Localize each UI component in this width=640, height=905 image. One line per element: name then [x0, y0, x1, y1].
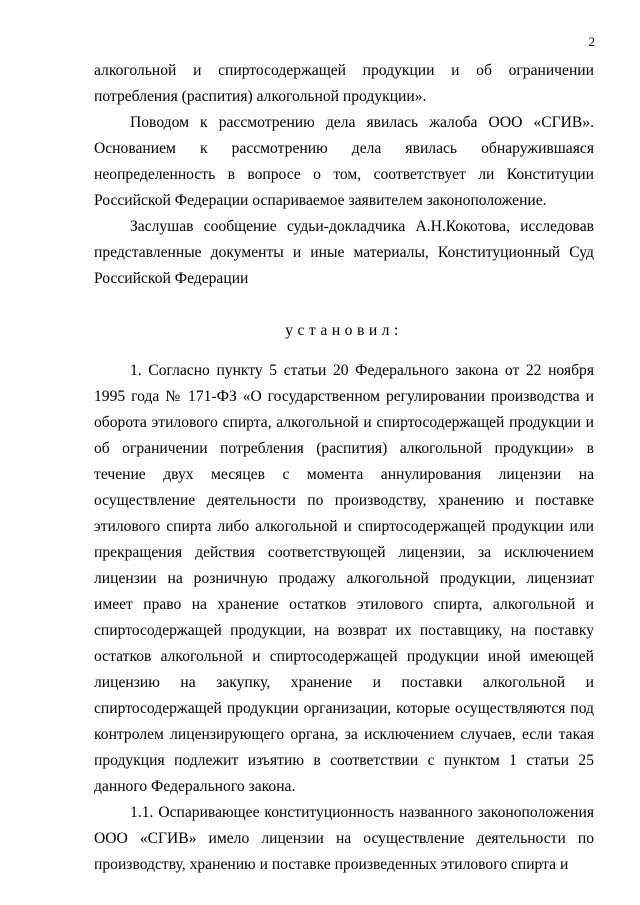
page-number: 2 [588, 34, 595, 49]
paragraph-reason: Поводом к рассмотрению дела явилась жалоба ООО «СГИВ». Основанием к рассмотрению дела явилась обнаружившаяся неопределенность в вопросе о том, соответствует ли Конституции Российской Федерации оспариваемое заявителем законоположение. [94, 114, 594, 209]
document-body [94, 58, 594, 878]
paragraph-applicant: 1.1. Оспаривающее конституционность названного законоположения ООО «СГИВ» имело лицензии на осуществление деятельности по производству, хранению и поставке произведенных этилового спирта и [94, 804, 594, 873]
paragraph-law-provision: 1. Согласно пункту 5 статьи 20 Федерального закона от 22 ноября 1995 года № 171-ФЗ «О государственном регулировании производства и оборота этилового спирта, алкогольной и спиртосодержащей продукции и об ограничении потребления (распития) алкогольной продукции» в течение двух месяцев с момента аннулирования лицензии на осуществление деятельности по производству, хранению и поставке этилового спирта либо алкогольной и спиртосодержащей продукции или прекращения действия соответствующей лицензии, за исключением лицензии на розничную продажу алкогольной продукции, лицензиат имеет право на хранение остатков этилового спирта, алкогольной и спиртосодержащей продукции, на возврат их поставщику, на поставку остатков алкогольной и спиртосодержащей продукции иной имеющей лицензию на закупку, хранение и поставки алкогольной и спиртосодержащей продукции организации, которые осуществляются под контролем лицензирующего органа, за исключением случаев, если такая продукция подлежит изъятию в соответствии с пунктом 1 статьи 25 данного Федерального закона. [94, 362, 594, 795]
continuation-paragraph: алкогольной и спиртосодержащей продукции и об ограничении потребления (распития) алкогольной продукции». [94, 62, 594, 105]
paragraph-hearing: Заслушав сообщение судьи-докладчика А.Н.Кокотова, исследовав представленные документы и иные материалы, Конституционный Суд Российской Федерации [94, 218, 594, 287]
section-heading: установил: [285, 322, 403, 339]
